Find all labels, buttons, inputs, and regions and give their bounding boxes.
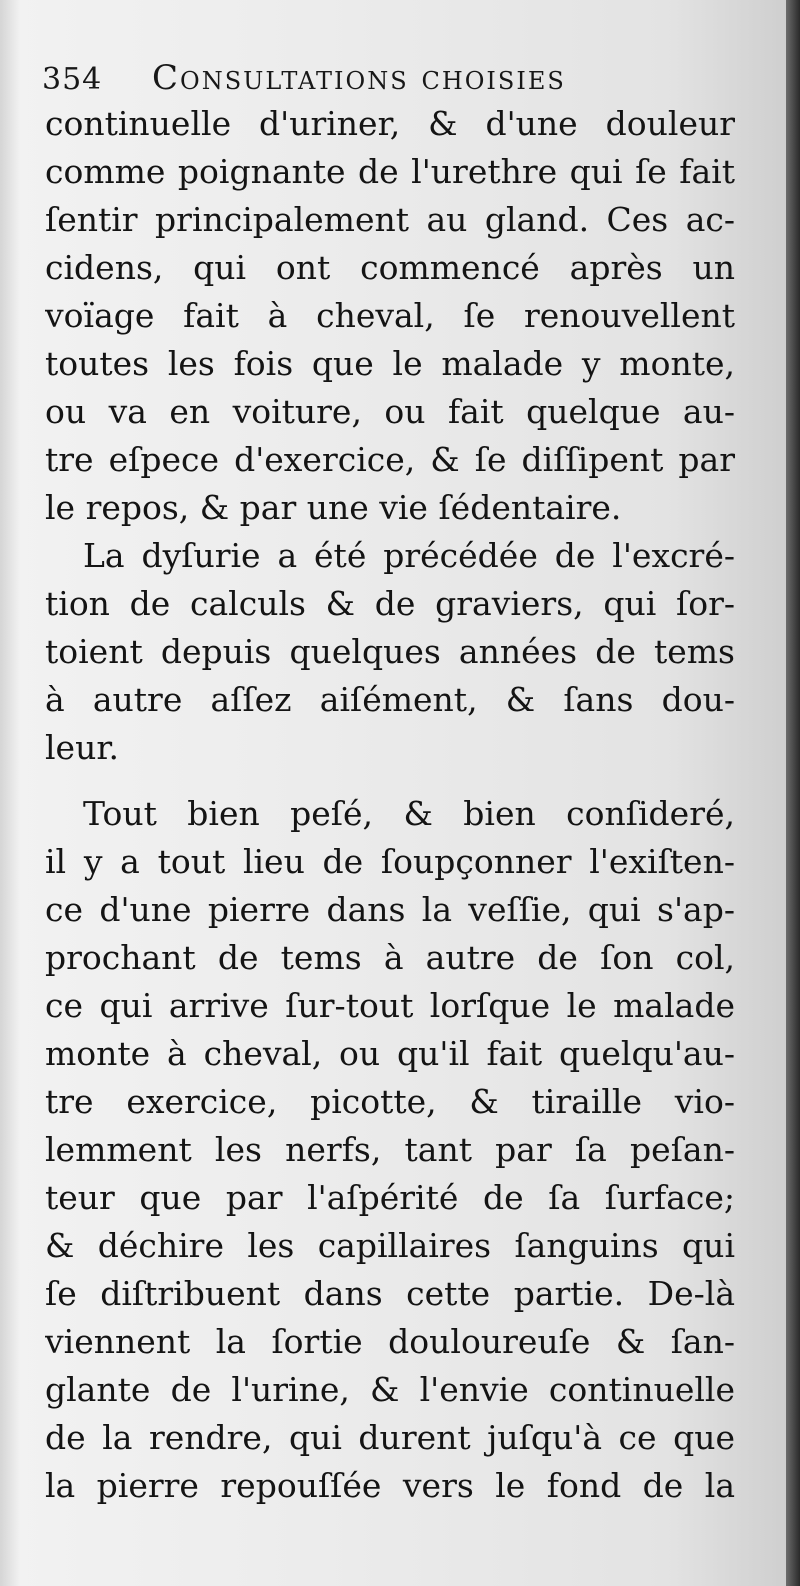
- running-title: Consultations choisies: [152, 58, 566, 98]
- text-line: leur.: [45, 728, 119, 767]
- text-line: monte à cheval, ou qu'il fait quelqu'au-: [45, 1034, 735, 1073]
- text-line: prochant de tems à autre de ſon col,: [45, 938, 735, 977]
- text-line: toient depuis quelques années de tems: [45, 632, 735, 671]
- text-line: glante de l'urine, & l'envie continuelle: [45, 1370, 735, 1409]
- text-line: La dyſurie a été précédée de l'excré-: [83, 536, 735, 575]
- text-line: ce d'une pierre dans la veſſie, qui s'ap-: [45, 890, 735, 929]
- text-line: voïage fait à cheval, ſe renouvellent: [45, 296, 735, 335]
- text-line: tion de calculs & de graviers, qui ſor-: [45, 584, 735, 623]
- text-line: lemment les nerfs, tant par ſa peſan-: [45, 1130, 735, 1169]
- book-gutter: [786, 0, 800, 1586]
- text-line: tre eſpece d'exercice, & ſe diſſipent par: [45, 440, 735, 479]
- paragraph-break: [45, 772, 735, 790]
- text-line: cidens, qui ont commencé après un: [45, 248, 735, 287]
- text-line: à autre aſſez aiſément, & ſans dou-: [45, 680, 735, 719]
- text-line: toutes les fois que le malade y monte,: [45, 344, 735, 383]
- text-line: le repos, & par une vie ſédentaire.: [45, 488, 622, 527]
- text-line: ou va en voiture, ou fait quelque au-: [45, 392, 735, 431]
- text-line: ſe diſtribuent dans cette partie. De-là: [45, 1274, 735, 1313]
- page-edge-shadow: [0, 0, 20, 1586]
- body-text: [45, 100, 735, 1510]
- text-line: tre exercice, picotte, & tiraille vio-: [45, 1082, 735, 1121]
- text-line: la pierre repouſſée vers le fond de la: [45, 1466, 735, 1505]
- text-line: de la rendre, qui durent juſqu'à ce que: [45, 1418, 735, 1457]
- text-line: ſentir principalement au gland. Ces ac-: [45, 200, 735, 239]
- text-line: teur que par l'aſpérité de ſa ſurface;: [45, 1178, 735, 1217]
- text-line: Tout bien peſé, & bien conſideré,: [83, 794, 735, 833]
- text-line: ce qui arrive ſur-tout lorſque le malade: [45, 986, 735, 1025]
- page-number: 354: [42, 62, 103, 97]
- page-header: [42, 52, 742, 102]
- text-line: continuelle d'uriner, & d'une douleur: [45, 104, 735, 143]
- text-line: comme poignante de l'urethre qui ſe fait: [45, 152, 735, 191]
- text-line: il y a tout lieu de ſoupçonner l'exiſten-: [45, 842, 735, 881]
- text-line: viennent la ſortie douloureuſe & ſan-: [45, 1322, 735, 1361]
- text-line: & déchire les capillaires ſanguins qui: [45, 1226, 735, 1265]
